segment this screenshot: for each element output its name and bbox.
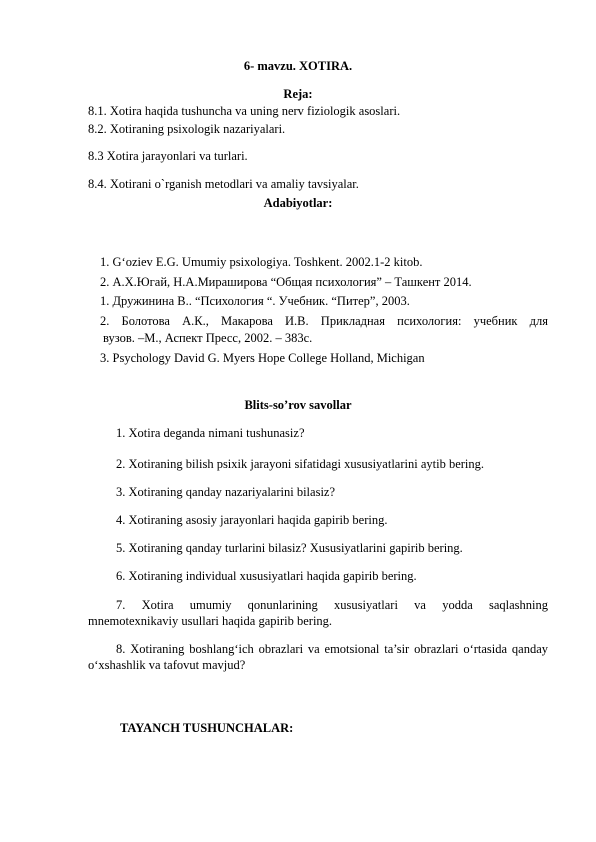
reja-item: 8.1. Xotira haqida tushuncha va uning nerv fiziologik asoslari. bbox=[88, 104, 401, 118]
reja-item: 8.4. Xotirani o`rganish metodlari va amaliy tavsiyalar. bbox=[88, 177, 359, 191]
blits-heading: Blits-so’rov savollar bbox=[244, 398, 352, 412]
reja-heading: Reja: bbox=[283, 87, 313, 101]
question-item: 4. Xotiraning asosiy jarayonlari haqida gapirib bering. bbox=[116, 513, 388, 527]
question-item: 1. Xotira deganda nimani tushunasiz? bbox=[116, 426, 305, 440]
page-title: 6- mavzu. XOTIRA. bbox=[243, 59, 353, 73]
reference-item-continuation: вузов. –М., Аспект Пресс, 2002. – 383с. bbox=[103, 331, 313, 345]
adabiyotlar-heading: Adabiyotlar: bbox=[263, 196, 333, 210]
reference-item: 2. Болотова А.К., Макарова И.В. Прикладная психология: учебник для bbox=[100, 314, 548, 328]
question-item: 2. Xotiraning bilish psixik jarayoni sifatidagi xususiyatlarini aytib bering. bbox=[116, 457, 484, 471]
question-item: 7. Xotira umumiy qonunlarining xususiyatlari va yodda saqlashning mnemotexnikaviy usullari haqida gapirib bering. bbox=[88, 598, 548, 628]
reference-item: 2. А.Х.Югай, Н.А.Мирашировa “Общая психология” – Ташкент 2014. bbox=[100, 275, 472, 289]
tayanch-heading: TAYANCH TUSHUNCHALAR: bbox=[120, 721, 294, 735]
reference-item: 3. Psychology David G. Myers Hope College Holland, Michigan bbox=[100, 351, 425, 365]
reference-item: 1. Дружинина В.. “Психология “. Учебник. “Питер”, 2003. bbox=[100, 294, 410, 308]
question-item: 3. Xotiraning qanday nazariyalarini bilasiz? bbox=[116, 485, 336, 499]
reja-item: 8.2. Xotiraning psixologik nazariyalari. bbox=[88, 122, 286, 136]
reja-item: 8.3 Xotira jarayonlari va turlari. bbox=[88, 149, 248, 163]
reference-item: 1. G‘oziev E.G. Umumiy psixologiya. Toshkent. 2002.1-2 kitob. bbox=[100, 255, 423, 269]
question-item: 5. Xotiraning qanday turlarini bilasiz? Xususiyatlarini gapirib bering. bbox=[116, 541, 463, 555]
question-item: 8. Xotiraning boshlang‘ich obrazlari va emotsional ta’sir obrazlari o‘rtasida qanday o‘xshashlik va tafovut mavjud? bbox=[88, 642, 548, 672]
question-item: 6. Xotiraning individual xususiyatlari haqida gapirib bering. bbox=[116, 569, 417, 583]
